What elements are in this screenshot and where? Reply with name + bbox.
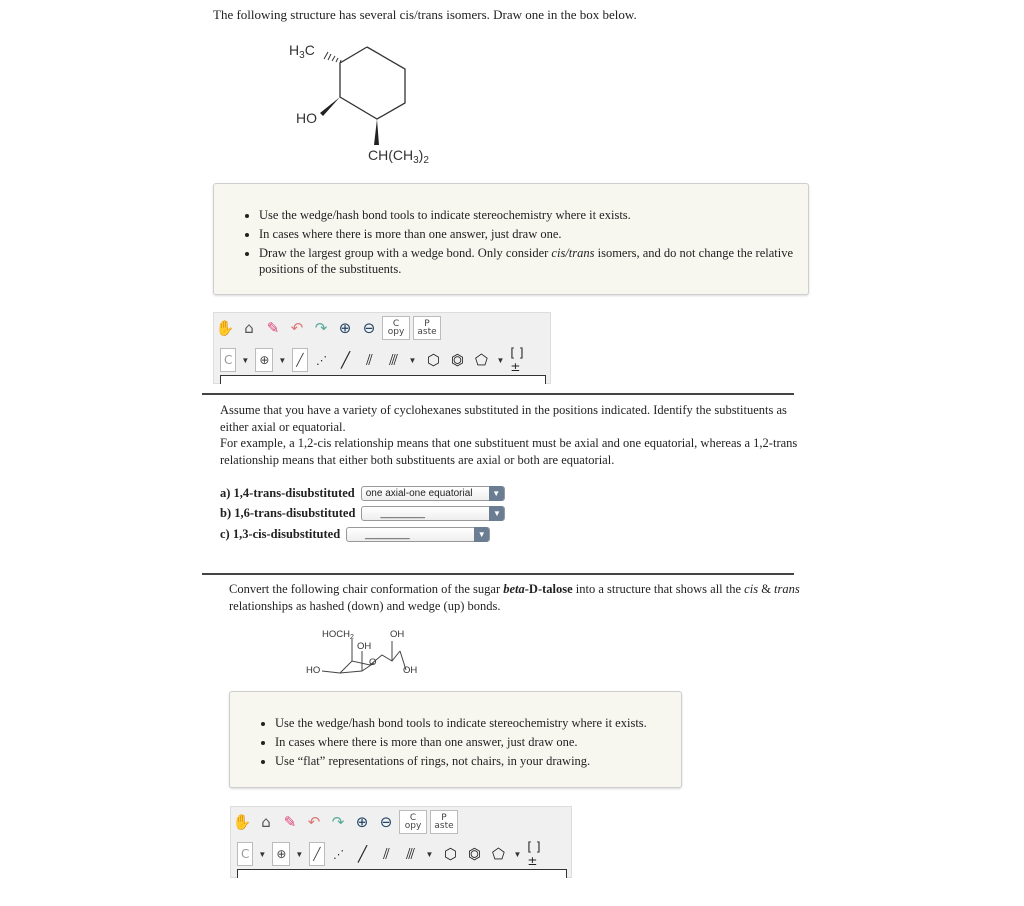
- lasso-select-icon[interactable]: ⌂: [261, 813, 271, 831]
- redo-icon[interactable]: ↷: [331, 813, 345, 831]
- answer-select-a[interactable]: one axial-one equatorial ▼: [361, 486, 505, 501]
- paste-button[interactable]: P aste: [430, 810, 458, 834]
- wedge-bond-isopropyl: [374, 119, 379, 145]
- hash-bond-icon[interactable]: ⋰: [333, 847, 345, 861]
- label-ho: HO: [296, 110, 317, 126]
- cyclopentane-icon[interactable]: ⬠: [474, 351, 488, 369]
- benzene-icon[interactable]: ⏣: [467, 845, 481, 863]
- question1-prompt: The following structure has several cis/trans isomers. Draw one in the box below.: [213, 7, 637, 22]
- zoom-out-icon[interactable]: ⊖: [379, 813, 393, 831]
- double-bond-icon[interactable]: ⫽: [366, 351, 373, 369]
- redo-icon[interactable]: ↷: [314, 319, 328, 337]
- label-ring-o: O: [369, 657, 377, 668]
- chevron-down-icon[interactable]: ▼: [425, 849, 434, 859]
- lasso-select-icon[interactable]: ⌂: [244, 319, 254, 337]
- cyclohexane-icon[interactable]: ⬡: [426, 351, 440, 369]
- label-hoch2: $HOCH_2$: [322, 629, 354, 641]
- paste-button[interactable]: P aste: [413, 316, 441, 340]
- cyclohexane-icon[interactable]: ⬡: [443, 845, 457, 863]
- answer-select-b[interactable]: ________ ▼: [361, 506, 505, 521]
- chevron-down-icon[interactable]: ▼: [258, 849, 267, 859]
- double-bond-icon[interactable]: ⫽: [383, 845, 390, 863]
- bracket-icon[interactable]: [ ]±: [510, 346, 524, 374]
- eraser-icon[interactable]: ✎: [266, 319, 280, 337]
- zoom-in-icon[interactable]: ⊕: [338, 319, 352, 337]
- label-oh-top: OH: [390, 629, 405, 640]
- question2-example: For example, a 1,2-cis relationship means that one substituent must be axial and one equatorial, whereas a 1,2-trans relationship means that either both substituents are axial or both are equatorial.: [220, 436, 798, 467]
- question2-item-a: [220, 486, 505, 501]
- instructions-box-2: [229, 691, 682, 788]
- chevron-down-icon[interactable]: ▼: [408, 355, 417, 365]
- carbon-atom-button[interactable]: C: [237, 842, 253, 866]
- wedge-bond-ho: [320, 97, 340, 116]
- drawing-toolbar-2: [230, 806, 572, 878]
- talose-chair-structure: [300, 625, 430, 685]
- instruction-item: • Use “flat” representations of rings, not chairs, in your drawing.: [275, 753, 695, 769]
- drawing-canvas[interactable]: [237, 869, 567, 878]
- label-h3c: $H_3C$: [289, 42, 315, 61]
- eraser-icon[interactable]: ✎: [283, 813, 297, 831]
- triple-bond-icon[interactable]: ⫻: [389, 351, 398, 369]
- label-oh-right: OH: [403, 665, 418, 676]
- item-label: c) 1,3-cis-disubstituted: [220, 527, 341, 541]
- instruction-item: • In cases where there is more than one answer, just draw one.: [259, 226, 804, 242]
- cyclopentane-icon[interactable]: ⬠: [491, 845, 505, 863]
- chevron-down-icon[interactable]: ▼: [489, 506, 504, 521]
- drawing-toolbar-1: [213, 312, 551, 384]
- undo-icon[interactable]: ↶: [290, 319, 304, 337]
- hashed-bond: [324, 52, 341, 63]
- divider: [202, 393, 794, 395]
- question3-prompt: Convert the following chair conformation of the sugar beta-D-talose into a structure that shows all the cis & trans relationships as hashed (down) and wedge (up) bonds.: [229, 582, 800, 613]
- item-label: a) 1,4-trans-disubstituted: [220, 486, 355, 500]
- chevron-down-icon[interactable]: ▼: [513, 849, 522, 859]
- drawing-canvas[interactable]: [220, 375, 546, 384]
- charge-button[interactable]: ⊕: [255, 348, 273, 372]
- instruction-item: • Use the wedge/hash bond tools to indicate stereochemistry where it exists.: [259, 207, 804, 223]
- copy-button[interactable]: C opy: [382, 316, 410, 340]
- answer-select-c[interactable]: ________ ▼: [346, 527, 490, 542]
- instruction-item: • Use the wedge/hash bond tools to indicate stereochemistry where it exists.: [275, 715, 695, 731]
- instructions-box-1: [213, 183, 809, 295]
- wedge-bond-icon[interactable]: ╱: [341, 351, 351, 369]
- hand-icon[interactable]: ✋: [232, 813, 252, 831]
- instruction-item: • Draw the largest group with a wedge bond. Only consider cis/trans isomers, and do not change the relative positions of the substituents.: [259, 245, 804, 277]
- cyclohexane-structure: [280, 35, 460, 175]
- bracket-icon[interactable]: [ ]±: [527, 840, 541, 868]
- hand-icon[interactable]: ✋: [215, 319, 235, 337]
- single-bond-icon[interactable]: ╱: [292, 348, 307, 372]
- label-isopropyl: $CH(CH_3)_2$: [368, 147, 429, 166]
- chevron-down-icon[interactable]: ▼: [474, 527, 489, 542]
- item-label: b) 1,6-trans-disubstituted: [220, 506, 356, 520]
- instruction-item: • In cases where there is more than one answer, just draw one.: [275, 734, 695, 750]
- zoom-out-icon[interactable]: ⊖: [362, 319, 376, 337]
- label-oh-mid: OH: [357, 641, 372, 652]
- undo-icon[interactable]: ↶: [307, 813, 321, 831]
- chevron-down-icon[interactable]: ▼: [489, 486, 504, 501]
- question2-item-b: [220, 506, 505, 521]
- benzene-icon[interactable]: ⏣: [450, 351, 464, 369]
- charge-button[interactable]: ⊕: [272, 842, 290, 866]
- wedge-bond-icon[interactable]: ╱: [358, 845, 368, 863]
- triple-bond-icon[interactable]: ⫻: [406, 845, 415, 863]
- chevron-down-icon[interactable]: ▼: [295, 849, 304, 859]
- label-ho-left: HO: [306, 665, 321, 676]
- question2-item-c: [220, 527, 490, 542]
- question2-text: [220, 402, 800, 468]
- single-bond-icon[interactable]: ╱: [309, 842, 324, 866]
- ring-bonds: [340, 47, 405, 119]
- chevron-down-icon[interactable]: ▼: [241, 355, 250, 365]
- chevron-down-icon[interactable]: ▼: [496, 355, 505, 365]
- question2-intro: Assume that you have a variety of cyclohexanes substituted in the positions indicated. Identify the substituents as either axial or equatorial.: [220, 403, 787, 434]
- hash-bond-icon[interactable]: ⋰: [316, 353, 328, 367]
- carbon-atom-button[interactable]: C: [220, 348, 236, 372]
- chevron-down-icon[interactable]: ▼: [278, 355, 287, 365]
- zoom-in-icon[interactable]: ⊕: [355, 813, 369, 831]
- copy-button[interactable]: C opy: [399, 810, 427, 834]
- divider: [202, 573, 794, 575]
